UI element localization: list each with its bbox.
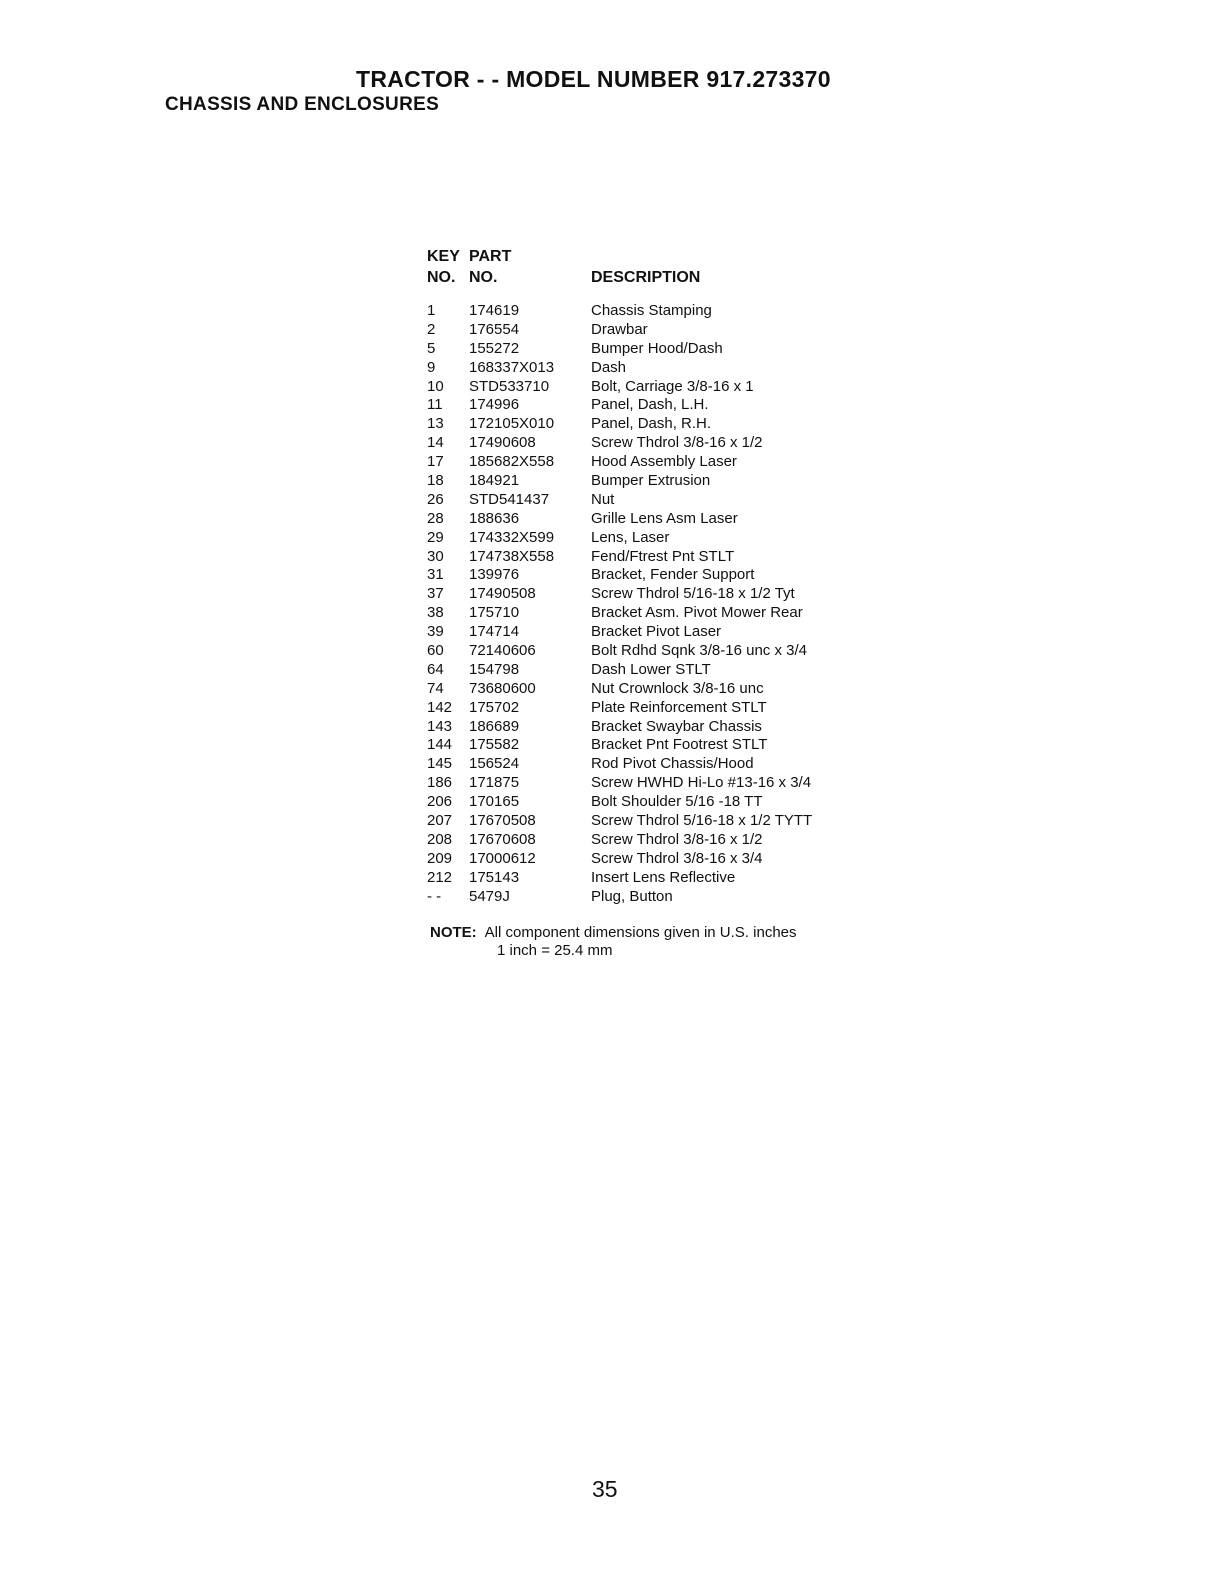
table-row <box>427 434 812 453</box>
table-row <box>427 812 812 831</box>
column-header-description: DESCRIPTION <box>591 269 701 286</box>
page-title: TRACTOR - - MODEL NUMBER 917.273370 <box>356 66 831 92</box>
key-no-cell: - - <box>427 887 442 905</box>
table-row <box>427 585 812 604</box>
part-no-cell: 168337X013 <box>469 358 555 376</box>
key-no-cell: 1 <box>427 302 436 319</box>
description-cell: Grille Lens Asm Laser <box>591 509 738 527</box>
part-no-cell: 184921 <box>469 472 520 490</box>
description-cell: Plate Reinforcement STLT <box>591 698 767 716</box>
description-cell: Nut <box>591 490 615 508</box>
table-row <box>427 472 812 491</box>
description-cell: Hood Assembly Laser <box>591 453 737 471</box>
table-row <box>427 529 812 548</box>
part-no-cell: 175710 <box>469 604 520 622</box>
key-no-cell: 142 <box>427 698 453 716</box>
part-no-cell: 17670508 <box>469 812 536 830</box>
key-no-cell: 29 <box>427 528 444 546</box>
description-cell: Bumper Extrusion <box>591 472 711 490</box>
part-no-cell: 170165 <box>469 793 520 811</box>
description-cell: Dash <box>591 358 627 376</box>
key-no-cell: 208 <box>427 830 453 848</box>
part-no-cell: 17670608 <box>469 830 536 848</box>
key-no-cell: 207 <box>427 812 453 830</box>
description-cell: Screw Thdrol 5/16-18 x 1/2 Tyt <box>591 585 795 603</box>
key-no-cell: 60 <box>427 642 444 660</box>
key-no-cell: 11 <box>427 396 443 414</box>
table-row <box>427 453 812 472</box>
note-label: NOTE: <box>430 924 477 941</box>
part-no-cell: 174714 <box>469 623 520 641</box>
table-row <box>427 736 812 755</box>
description-cell: Chassis Stamping <box>591 302 712 319</box>
table-row <box>427 699 812 718</box>
key-no-cell: 10 <box>427 377 444 395</box>
table-row <box>427 510 812 529</box>
part-no-cell: 5479J <box>469 887 510 905</box>
table-row <box>427 623 812 642</box>
table-row <box>427 359 812 378</box>
description-cell: Screw Thdrol 3/8-16 x 1/2 <box>591 830 763 848</box>
part-no-cell: 73680600 <box>469 679 536 697</box>
description-cell: Dash Lower STLT <box>591 660 711 678</box>
column-header-key-line2: NO. <box>427 269 456 286</box>
key-no-cell: 30 <box>427 547 444 565</box>
part-no-cell: 185682X558 <box>469 453 555 471</box>
key-no-cell: 5 <box>427 339 436 357</box>
description-cell: Lens, Laser <box>591 528 670 546</box>
part-no-cell: 175143 <box>469 868 520 886</box>
key-no-cell: 212 <box>427 868 453 886</box>
part-no-cell: 174738X558 <box>469 547 555 565</box>
key-no-cell: 26 <box>427 490 444 508</box>
table-row <box>427 850 812 869</box>
table-row <box>427 888 812 907</box>
key-no-cell: 74 <box>427 679 444 697</box>
description-cell: Bumper Hood/Dash <box>591 339 723 357</box>
part-no-cell: 174332X599 <box>469 528 555 546</box>
description-cell: Rod Pivot Chassis/Hood <box>591 755 754 773</box>
table-row <box>427 491 812 510</box>
table-row <box>427 321 812 340</box>
table-row <box>427 661 812 680</box>
table-row <box>427 548 812 567</box>
part-no-cell: 154798 <box>469 660 520 678</box>
table-row <box>427 869 812 888</box>
description-cell: Drawbar <box>591 320 648 338</box>
key-no-cell: 37 <box>427 585 444 603</box>
part-no-cell: STD541437 <box>469 490 550 508</box>
key-no-cell: 186 <box>427 774 453 792</box>
table-row <box>427 642 812 661</box>
part-no-cell: 139976 <box>469 566 520 584</box>
table-row <box>427 566 812 585</box>
description-cell: Plug, Button <box>591 887 673 905</box>
description-cell: Screw Thdrol 3/8-16 x 1/2 <box>591 434 763 452</box>
description-cell: Bracket, Fender Support <box>591 566 755 584</box>
part-no-cell: 188636 <box>469 509 520 527</box>
table-row <box>427 378 812 397</box>
key-no-cell: 31 <box>427 566 444 584</box>
table-row <box>427 302 812 321</box>
part-no-cell: 176554 <box>469 320 520 338</box>
column-header-key-line1: KEY <box>427 248 460 265</box>
part-no-cell: 72140606 <box>469 642 536 660</box>
key-no-cell: 209 <box>427 849 453 867</box>
note-line1: All component dimensions given in U.S. inches <box>484 924 797 941</box>
description-cell: Bolt, Carriage 3/8-16 x 1 <box>591 377 754 395</box>
page-number: 35 <box>592 1476 618 1502</box>
section-title: CHASSIS AND ENCLOSURES <box>165 94 440 115</box>
key-no-cell: 143 <box>427 717 453 735</box>
part-no-cell: 17490508 <box>469 585 536 603</box>
note <box>430 924 797 960</box>
description-cell: Insert Lens Reflective <box>591 868 736 886</box>
column-header-part-line1: PART <box>469 248 512 265</box>
table-row <box>427 396 812 415</box>
part-no-cell: 174996 <box>469 396 520 414</box>
description-cell: Fend/Ftrest Pnt STLT <box>591 547 735 565</box>
key-no-cell: 14 <box>427 434 444 452</box>
key-no-cell: 13 <box>427 415 444 433</box>
key-no-cell: 18 <box>427 472 444 490</box>
part-no-cell: 175582 <box>469 736 520 754</box>
description-cell: Bolt Rdhd Sqnk 3/8-16 unc x 3/4 <box>591 642 807 660</box>
key-no-cell: 64 <box>427 660 444 678</box>
table-row <box>427 718 812 737</box>
table-row <box>427 831 812 850</box>
table-row <box>427 755 812 774</box>
part-no-cell: 172105X010 <box>469 415 555 433</box>
description-cell: Panel, Dash, R.H. <box>591 415 712 433</box>
description-cell: Screw Thdrol 3/8-16 x 3/4 <box>591 849 763 867</box>
note-line2: 1 inch = 25.4 mm <box>497 942 613 959</box>
description-cell: Panel, Dash, L.H. <box>591 396 709 414</box>
table-row <box>427 415 812 434</box>
key-no-cell: 9 <box>427 358 436 376</box>
part-no-cell: 155272 <box>469 339 520 357</box>
description-cell: Bracket Asm. Pivot Mower Rear <box>591 604 803 622</box>
key-no-cell: 28 <box>427 509 444 527</box>
key-no-cell: 144 <box>427 736 453 754</box>
description-cell: Nut Crownlock 3/8-16 unc <box>591 679 764 697</box>
description-cell: Screw HWHD Hi-Lo #13-16 x 3/4 <box>591 774 812 792</box>
parts-list <box>427 302 812 907</box>
part-no-cell: 174619 <box>469 302 520 319</box>
part-no-cell: 186689 <box>469 717 520 735</box>
part-no-cell: 17490608 <box>469 434 536 452</box>
key-no-cell: 145 <box>427 755 453 773</box>
description-cell: Screw Thdrol 5/16-18 x 1/2 TYTT <box>591 812 813 830</box>
description-cell: Bracket Swaybar Chassis <box>591 717 762 735</box>
description-cell: Bolt Shoulder 5/16 -18 TT <box>591 793 763 811</box>
key-no-cell: 206 <box>427 793 453 811</box>
description-cell: Bracket Pivot Laser <box>591 623 722 641</box>
part-no-cell: 175702 <box>469 698 520 716</box>
key-no-cell: 39 <box>427 623 444 641</box>
part-no-cell: 156524 <box>469 755 520 773</box>
description-cell: Bracket Pnt Footrest STLT <box>591 736 768 754</box>
column-header-part-line2: NO. <box>469 269 498 286</box>
table-row <box>427 774 812 793</box>
key-no-cell: 17 <box>427 453 444 471</box>
table-row <box>427 793 812 812</box>
part-no-cell: 17000612 <box>469 849 536 867</box>
table-row <box>427 680 812 699</box>
key-no-cell: 2 <box>427 320 436 338</box>
table-row <box>427 340 812 359</box>
table-row <box>427 604 812 623</box>
part-no-cell: 171875 <box>469 774 520 792</box>
part-no-cell: STD533710 <box>469 377 550 395</box>
key-no-cell: 38 <box>427 604 444 622</box>
